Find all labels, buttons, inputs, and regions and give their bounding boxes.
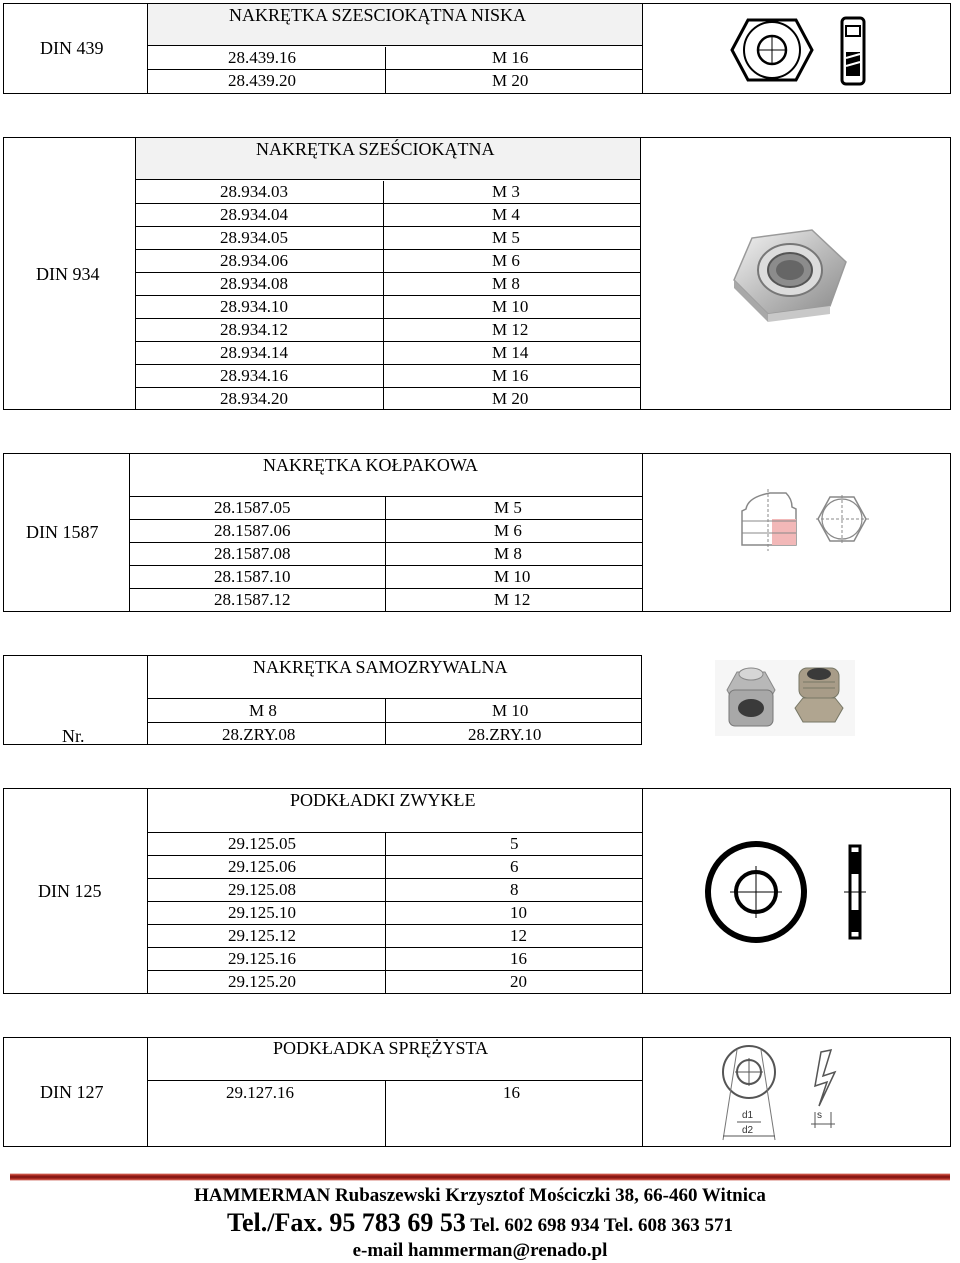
din127-title: PODKŁADKA SPRĘŻYSTA (273, 1038, 489, 1058)
table-row (148, 856, 642, 879)
part-number: 28.1587.12 (214, 590, 291, 609)
part-number: 28.1587.08 (214, 544, 291, 563)
din1587-standard: DIN 1587 (26, 522, 99, 542)
svg-text:d2: d2 (742, 1125, 754, 1136)
din439-standard: DIN 439 (40, 38, 104, 58)
part-number: 29.125.08 (228, 880, 296, 899)
spring-washer-drawing-icon (715, 1042, 895, 1144)
part-number: 29.125.16 (228, 949, 296, 968)
svg-text:s: s (817, 1110, 822, 1121)
size: M 10 (494, 567, 531, 586)
phone-line (0, 1208, 960, 1242)
size: M 12 (492, 320, 529, 339)
table-row (136, 319, 640, 342)
part-number: 28.934.06 (220, 251, 288, 270)
table-row (130, 543, 642, 566)
table-row (148, 925, 642, 948)
svg-text:d1: d1 (742, 1110, 754, 1121)
size: M 3 (492, 182, 520, 201)
part-number: 28.934.08 (220, 274, 288, 293)
main-phone: Tel./Fax. 95 783 69 53 (227, 1208, 466, 1237)
size: 6 (510, 857, 519, 876)
table-row (136, 388, 640, 411)
size: 12 (510, 926, 527, 945)
table-row (130, 566, 642, 589)
part-number: 28.934.04 (220, 205, 288, 224)
table-row (136, 227, 640, 250)
size: M 8 (494, 544, 522, 563)
part-number: 28.934.20 (220, 389, 288, 408)
din125-standard: DIN 125 (38, 881, 102, 901)
part-number: 29.125.06 (228, 857, 296, 876)
table-row (130, 520, 642, 543)
part-number: 29.125.20 (228, 972, 296, 991)
din439-title: NAKRĘTKA SZESCIOKĄTNA NISKA (229, 5, 527, 25)
size: M 12 (494, 590, 531, 609)
email-line: e-mail hammerman@renado.pl (352, 1240, 608, 1261)
size: 20 (510, 972, 527, 991)
part-number: 29.125.12 (228, 926, 296, 945)
part-number: 28.934.05 (220, 228, 288, 247)
size: M 10 (492, 297, 529, 316)
shear-nut-photo-icon (715, 660, 855, 736)
flat-washer-drawing-icon (700, 840, 900, 950)
table-row (148, 833, 642, 856)
table-row (136, 365, 640, 388)
part-number: 28.934.14 (220, 343, 288, 362)
company-address: HAMMERMAN Rubaszewski Krzysztof Mościczki 38, 66-460 Witnica (194, 1185, 766, 1206)
footer-divider (10, 1173, 950, 1181)
part-number: 28.1587.06 (214, 521, 291, 540)
table-row (130, 589, 642, 612)
cap-nut-drawing-icon (730, 485, 890, 565)
table-row (136, 342, 640, 365)
part-number: 28.934.16 (220, 366, 288, 385)
table-row: 28.439.16 M 16 (148, 47, 642, 70)
table-row (136, 181, 640, 204)
table-row (136, 273, 640, 296)
din125-title: PODKŁADKI ZWYKŁE (290, 790, 476, 810)
other-phones: Tel. 602 698 934 Tel. 608 363 571 (465, 1215, 733, 1236)
shear-nut-title: NAKRĘTKA SAMOZRYWALNA (253, 657, 508, 677)
table-row (148, 948, 642, 971)
size: M 6 (494, 521, 522, 540)
table-row (148, 902, 642, 925)
table-row (148, 879, 642, 902)
table-row: 28.439.20 M 20 (228, 71, 529, 90)
table-row (136, 204, 640, 227)
part-number: 28.1587.05 (214, 498, 291, 517)
table-row (136, 250, 640, 273)
part-number: 28.934.03 (220, 182, 288, 201)
part-number: 29.125.05 (228, 834, 296, 853)
size: 10 (510, 903, 527, 922)
din1587-title: NAKRĘTKA KOŁPAKOWA (263, 455, 478, 475)
size: M 8 (492, 274, 520, 293)
table-row (148, 971, 642, 994)
din934-standard: DIN 934 (36, 264, 100, 284)
size: M 20 (492, 389, 529, 408)
part-number: 28.934.12 (220, 320, 288, 339)
table-row (130, 497, 642, 520)
size: M 5 (492, 228, 520, 247)
size: 16 (510, 949, 527, 968)
size: 8 (510, 880, 519, 899)
part-number: 28.1587.10 (214, 567, 291, 586)
part-number: 29.125.10 (228, 903, 296, 922)
din127-standard: DIN 127 (40, 1082, 104, 1102)
shear-nut-nr-label: Nr. (62, 726, 85, 746)
size: M 14 (492, 343, 529, 362)
size: M 5 (494, 498, 522, 517)
size: M 16 (492, 366, 529, 385)
size: 5 (510, 834, 519, 853)
part-number: 28.934.10 (220, 297, 288, 316)
hex-nut-drawing-icon (720, 12, 900, 88)
size: M 4 (492, 205, 520, 224)
table-row (136, 296, 640, 319)
hex-nut-photo-icon (720, 210, 860, 330)
din934-title: NAKRĘTKA SZEŚCIOKĄTNA (256, 139, 495, 159)
size: M 6 (492, 251, 520, 270)
